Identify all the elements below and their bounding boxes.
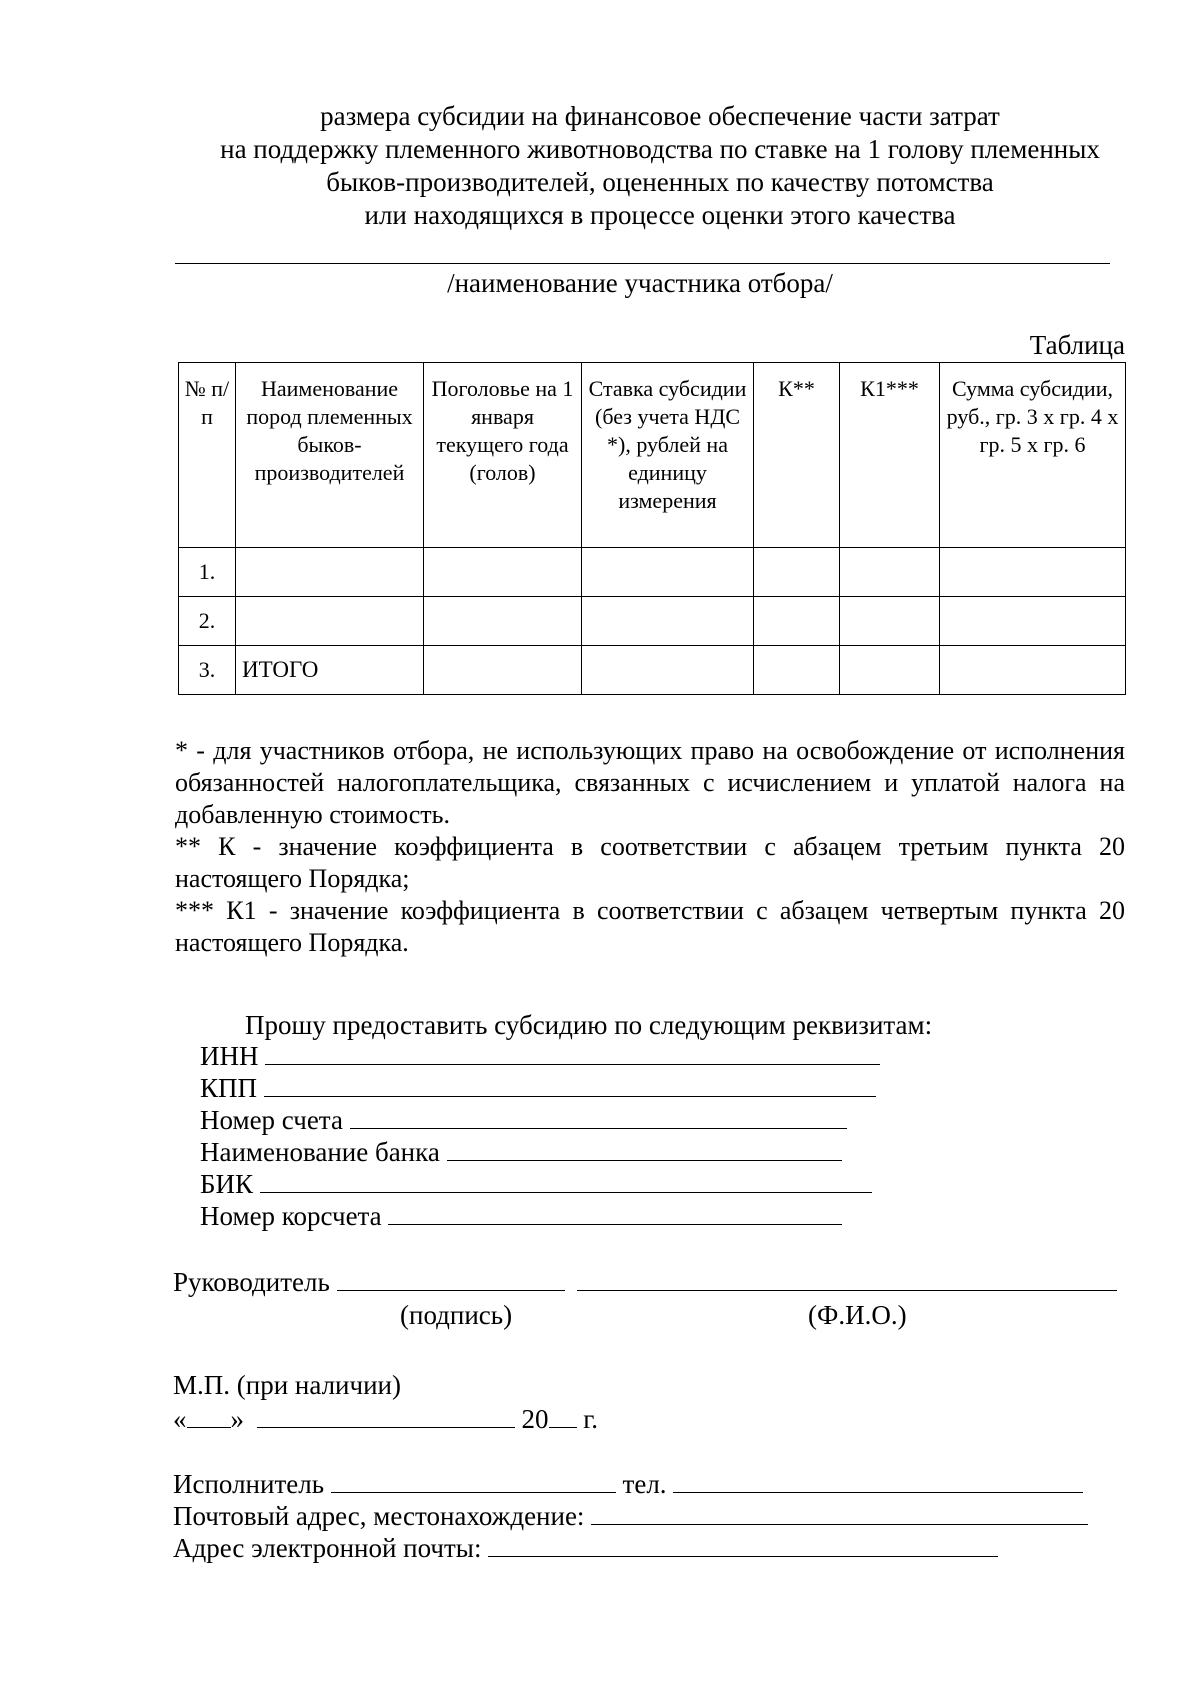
email-label: Адрес электронной почты:: [173, 1533, 482, 1563]
footnote-vat: * - для участников отбора, не использующих право на освобождение от исполнения обязанностей налогоплательщика, связанных с исчислением и уплатой налога на добавленную стоимость.: [175, 736, 1125, 829]
cell-rate[interactable]: [582, 597, 754, 646]
stamp-label: М.П. (при наличии): [173, 1370, 401, 1400]
title-line-2: на поддержку племенного животноводства по ставке на 1 голову племенных: [220, 134, 1100, 164]
account-label: Номер счета: [200, 1105, 343, 1135]
cell-sum[interactable]: [940, 597, 1126, 646]
cell-rate[interactable]: [582, 548, 754, 597]
bank-row: [200, 1136, 842, 1168]
table-caption: Таблица: [1029, 330, 1125, 360]
header-breed: Наименование пород племенных быков-производителей: [236, 363, 424, 548]
account-row: [200, 1104, 847, 1136]
header-num: № п/п: [179, 363, 236, 548]
footnotes: [175, 735, 1125, 959]
signature-caption: (подпись): [400, 1300, 513, 1330]
header-k1: К1***: [840, 363, 940, 548]
header-rate: Ставка субсидии (без учета НДС *), рублей на единицу измерения: [582, 363, 754, 548]
corr-account-field[interactable]: [388, 1200, 842, 1225]
cell-breed[interactable]: [236, 597, 424, 646]
executor-row: [173, 1468, 1083, 1500]
head-signature-row: [173, 1266, 1117, 1298]
kpp-row: [200, 1072, 876, 1104]
subsidy-table: [178, 362, 1126, 695]
cell-k1[interactable]: [840, 597, 940, 646]
executor-field[interactable]: [331, 1468, 616, 1493]
postal-row: [173, 1500, 1088, 1532]
bank-label: Наименование банка: [200, 1137, 440, 1167]
row-num: 3.: [179, 646, 236, 695]
title-line-4: или находящихся в процессе оценки этого качества: [364, 200, 956, 230]
table-row-total: [179, 646, 1126, 695]
phone-field[interactable]: [673, 1468, 1083, 1493]
cell-rate[interactable]: [582, 646, 754, 695]
postal-label: Почтовый адрес, местонахождение:: [173, 1501, 585, 1531]
bik-row: [200, 1168, 872, 1200]
date-row: [173, 1403, 598, 1435]
date-open-quote: «: [173, 1404, 187, 1434]
year-suffix: г.: [583, 1404, 599, 1434]
row-num: 2.: [179, 597, 236, 646]
cell-k1[interactable]: [840, 646, 940, 695]
footnote-k1: *** К1 - значение коэффициента в соответствии с абзацем четвертым пункта 20 настоящего Порядка.: [175, 896, 1125, 957]
bik-label: БИК: [200, 1169, 254, 1199]
title-line-3: быков-производителей, оцененных по качеству потомства: [326, 167, 994, 197]
cell-k[interactable]: [754, 646, 840, 695]
head-label: Руководитель: [173, 1267, 330, 1297]
bik-field[interactable]: [260, 1168, 872, 1193]
email-row: [173, 1532, 998, 1564]
cell-breed[interactable]: [236, 548, 424, 597]
table-row: [179, 548, 1126, 597]
cell-k[interactable]: [754, 548, 840, 597]
date-day-field[interactable]: [187, 1403, 231, 1428]
year-field[interactable]: [549, 1403, 577, 1428]
email-field[interactable]: [488, 1532, 998, 1557]
cell-headcount[interactable]: [424, 597, 582, 646]
corr-account-row: [200, 1200, 842, 1232]
table-row: [179, 597, 1126, 646]
date-month-field[interactable]: [257, 1403, 515, 1428]
cell-total-label: ИТОГО: [236, 646, 424, 695]
head-signature-field[interactable]: [337, 1266, 565, 1291]
executor-label: Исполнитель: [173, 1469, 325, 1499]
cell-sum[interactable]: [940, 646, 1126, 695]
table-header-row: [179, 363, 1126, 548]
head-fio-field[interactable]: [577, 1266, 1117, 1291]
inn-label: ИНН: [200, 1041, 259, 1071]
header-k: К**: [754, 363, 840, 548]
kpp-label: КПП: [200, 1073, 258, 1103]
requisites-intro: Прошу предоставить субсидию по следующим реквизитам:: [245, 1010, 933, 1040]
fio-caption: (Ф.И.О.): [808, 1300, 907, 1330]
cell-k[interactable]: [754, 597, 840, 646]
cell-headcount[interactable]: [424, 548, 582, 597]
participant-caption: /наименование участника отбора/: [447, 268, 833, 298]
date-close-quote: »: [230, 1404, 244, 1434]
footnote-k: ** К - значение коэффициента в соответствии с абзацем третьим пункта 20 настоящего Порядка;: [175, 832, 1125, 893]
inn-field[interactable]: [265, 1040, 880, 1065]
cell-sum[interactable]: [940, 548, 1126, 597]
phone-label: тел.: [622, 1469, 667, 1499]
row-num: 1.: [179, 548, 236, 597]
postal-field[interactable]: [591, 1500, 1088, 1525]
participant-name-line[interactable]: [175, 263, 1110, 264]
cell-headcount[interactable]: [424, 646, 582, 695]
year-prefix: 20: [521, 1404, 549, 1434]
account-field[interactable]: [350, 1104, 847, 1129]
kpp-field[interactable]: [264, 1072, 876, 1097]
corr-account-label: Номер корсчета: [200, 1201, 382, 1231]
cell-k1[interactable]: [840, 548, 940, 597]
document-title: [160, 100, 1160, 232]
title-line-1: размера субсидии на финансовое обеспечение части затрат: [320, 101, 1000, 131]
inn-row: [200, 1040, 880, 1072]
header-sum: Сумма субсидии, руб., гр. 3 x гр. 4 x гр. 5 x гр. 6: [940, 363, 1126, 548]
header-headcount: Поголовье на 1 января текущего года (голов): [424, 363, 582, 548]
bank-field[interactable]: [447, 1136, 842, 1161]
